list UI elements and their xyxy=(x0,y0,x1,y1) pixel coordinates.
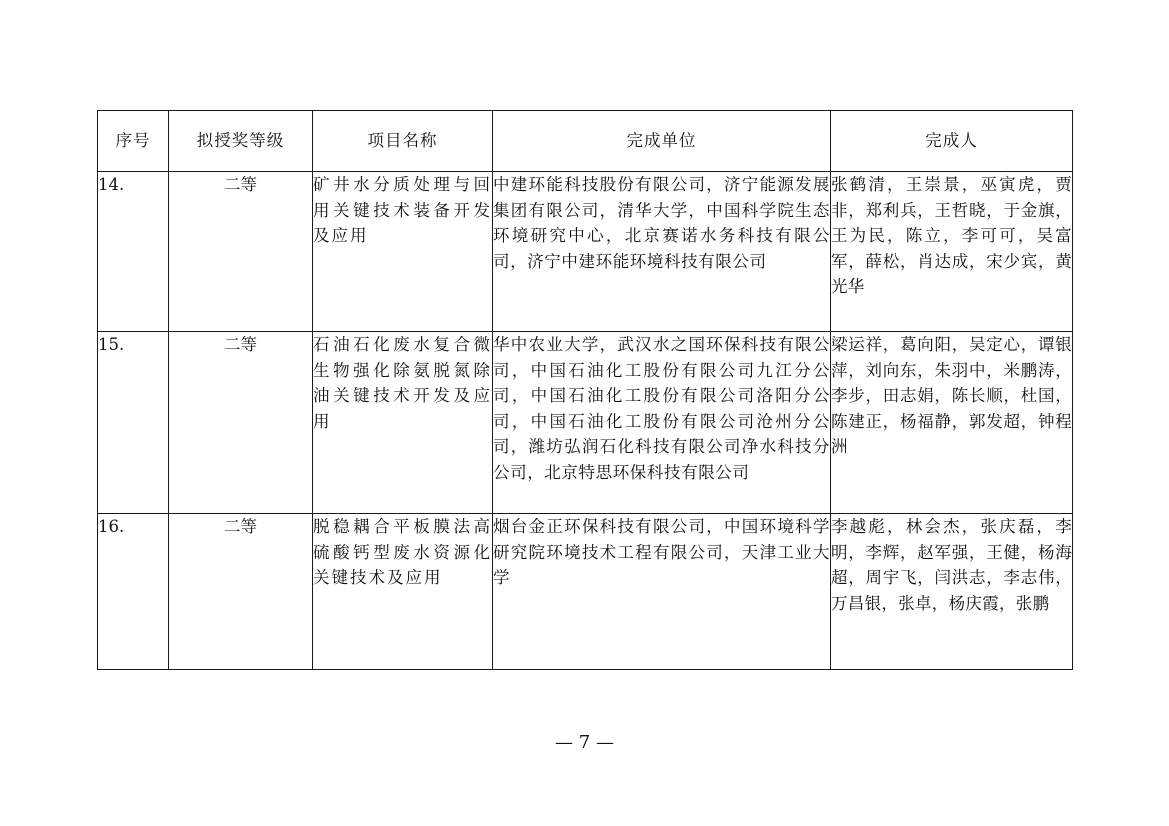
row-completing-units: 烟台金正环保科技有限公司，中国环境科学研究院环境技术工程有限公司，天津工业大学 xyxy=(493,514,831,670)
row-project-name: 脱稳耦合平板膜法高硫酸钙型废水资源化关键技术及应用 xyxy=(313,514,493,670)
row-project-name: 石油石化废水复合微生物强化除氨脱氮除油关键技术开发及应用 xyxy=(313,332,493,514)
header-completing-units: 完成单位 xyxy=(493,111,831,172)
row-completing-people: 张鹤清，王崇景，巫寅虎，贾非，郑利兵，王哲晓，于金旗，王为民，陈立，李可可，吴富军，薛松，肖达成，宋少宾，黄光华 xyxy=(831,172,1073,332)
table-body xyxy=(98,172,1073,670)
row-project-name: 矿井水分质处理与回用关键技术装备开发及应用 xyxy=(313,172,493,332)
row-completing-people: 李越彪，林会杰，张庆磊，李明，李辉，赵军强，王健，杨海超，周宇飞，闫洪志，李志伟，万昌银，张卓，杨庆霞，张鹏 xyxy=(831,514,1073,670)
row-number: 16. xyxy=(98,514,169,670)
header-completing-people: 完成人 xyxy=(831,111,1073,172)
row-number: 15. xyxy=(98,332,169,514)
award-table xyxy=(97,110,1073,670)
table-row xyxy=(98,172,1073,332)
row-grade: 二等 xyxy=(169,514,313,670)
row-grade: 二等 xyxy=(169,172,313,332)
table-row xyxy=(98,332,1073,514)
row-completing-people: 梁运祥，葛向阳，吴定心，谭银萍，刘向东，朱羽中，米鹏涛，李步，田志娟，陈长顺，杜国，陈建正，杨福静，郭发超，钟程洲 xyxy=(831,332,1073,514)
page-number: — 7 — xyxy=(555,732,614,753)
header-project-name: 项目名称 xyxy=(313,111,493,172)
header-serial-number: 序号 xyxy=(98,111,169,172)
table-row xyxy=(98,514,1073,670)
header-row xyxy=(98,111,1073,172)
row-grade: 二等 xyxy=(169,332,313,514)
table-header xyxy=(98,111,1073,172)
row-completing-units: 中建环能科技股份有限公司，济宁能源发展集团有限公司，清华大学，中国科学院生态环境研究中心，北京赛诺水务科技有限公司，济宁中建环能环境科技有限公司 xyxy=(493,172,831,332)
row-number: 14. xyxy=(98,172,169,332)
header-award-grade: 拟授奖等级 xyxy=(169,111,313,172)
row-completing-units: 华中农业大学，武汉水之国环保科技有限公司，中国石油化工股份有限公司九江分公司，中国石油化工股份有限公司洛阳分公司，中国石油化工股份有限公司沧州分公司，潍坊弘润石化科技有限公司净水科技分公司，北京特思环保科技有限公司 xyxy=(493,332,831,514)
